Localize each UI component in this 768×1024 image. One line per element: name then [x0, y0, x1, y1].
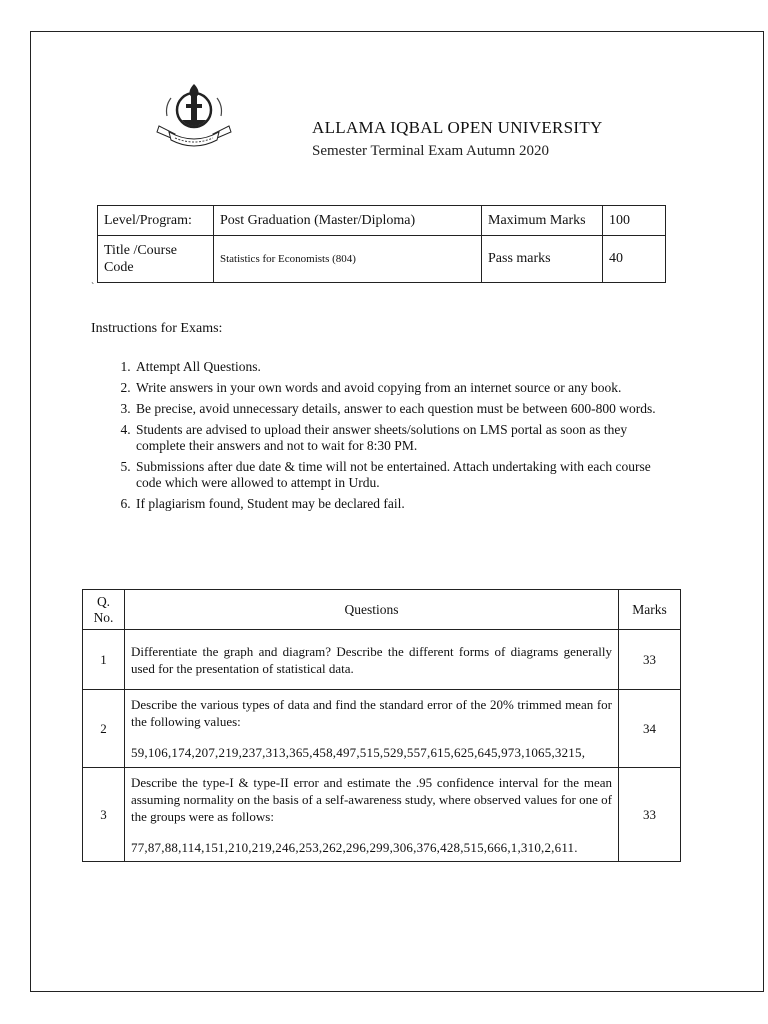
- question-number: 1: [83, 630, 125, 690]
- university-crest-logo: [155, 76, 233, 154]
- question-values: 59,106,174,207,219,237,313,365,458,497,515,529,557,615,625,645,973,1065,3215,: [131, 745, 586, 760]
- pass-marks-value: 40: [603, 236, 666, 283]
- question-marks: 34: [619, 690, 681, 768]
- table-row: [83, 768, 681, 862]
- question-number: 3: [83, 768, 125, 862]
- level-program-label: Level/Program:: [98, 206, 214, 236]
- pass-marks-label: Pass marks: [482, 236, 603, 283]
- list-item: 2. Write answers in your own words and avoid copying from an internet source or any book.: [134, 380, 674, 396]
- list-item: 3. Be precise, avoid unnecessary details, answer to each question must be between 600-800 words.: [134, 401, 674, 417]
- table-row: [83, 690, 681, 768]
- list-item: 4. Students are advised to upload their answer sheets/solutions on LMS portal as soon as they complete their answers and not to wait for 8:30 PM.: [134, 422, 674, 454]
- table-row: [98, 206, 666, 236]
- table-header-row: [83, 590, 681, 630]
- list-item: 5. Submissions after due date & time will not be entertained. Attach undertaking with each course code which were allowed to attempt in Urdu.: [134, 459, 674, 491]
- question-text: Describe the type-I & type-II error and estimate the .95 confidence interval for the mean assuming normality on the basis of a self-awareness study, where observed values for one of the groups were as follows:: [131, 774, 612, 824]
- question-text: Describe the various types of data and find the standard error of the 20% trimmed mean for the following values:: [131, 697, 612, 729]
- question-cell: [125, 690, 619, 768]
- question-text: Differentiate the graph and diagram? Describe the different forms of diagrams generally used for the presentation of statistical data.: [131, 643, 612, 676]
- table-row: [98, 236, 666, 283]
- table-row: [83, 630, 681, 690]
- list-item: 6. If plagiarism found, Student may be declared fail.: [134, 496, 674, 512]
- level-program-value: Post Graduation (Master/Diploma): [214, 206, 482, 236]
- maximum-marks-value: 100: [603, 206, 666, 236]
- question-values: 77,87,88,114,151,210,219,246,253,262,296,299,306,376,428,515,666,1,310,2,611.: [131, 839, 578, 855]
- question-cell: [125, 630, 619, 690]
- university-name: ALLAMA IQBAL OPEN UNIVERSITY: [312, 118, 603, 137]
- course-title-label: Title /Course Code: [98, 236, 214, 283]
- instructions-list: [110, 359, 674, 517]
- questions-header: Questions: [125, 590, 619, 630]
- instructions-title: Instructions for Exams:: [91, 321, 223, 336]
- marks-header: Marks: [619, 590, 681, 630]
- list-item: 1. Attempt All Questions.: [134, 359, 674, 375]
- question-number: 2: [83, 690, 125, 768]
- questions-table: [82, 589, 681, 862]
- course-info-table: [97, 205, 666, 283]
- question-marks: 33: [619, 768, 681, 862]
- exam-title: Semester Terminal Exam Autumn 2020: [312, 143, 549, 159]
- stray-mark: `: [91, 282, 95, 293]
- question-marks: 33: [619, 630, 681, 690]
- question-cell: [125, 768, 619, 862]
- q-no-header: Q. No.: [83, 590, 125, 630]
- course-title-value: Statistics for Economists (804): [214, 236, 482, 283]
- maximum-marks-label: Maximum Marks: [482, 206, 603, 236]
